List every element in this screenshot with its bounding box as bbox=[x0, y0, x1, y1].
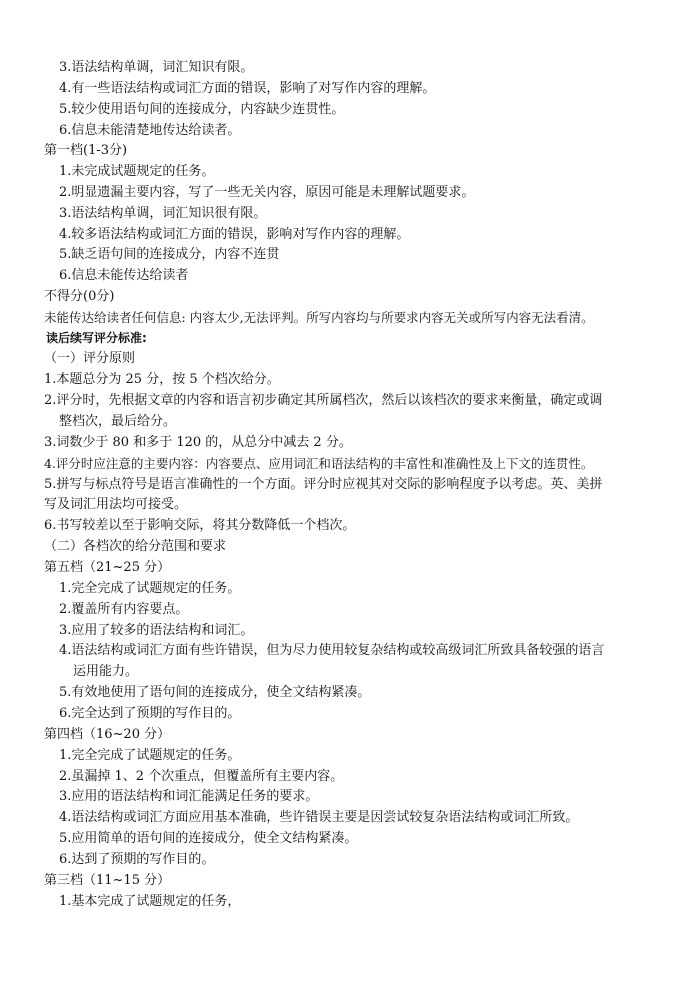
text-line: 运用能力。 bbox=[73, 664, 139, 679]
text-line: 3.词数少于 80 和多于 120 的，从总分中减去 2 分。 bbox=[44, 435, 352, 450]
text-line: 5.有效地使用了语句间的连接成分，使全文结构紧凑。 bbox=[59, 685, 371, 700]
section-heading: 第五档（21~25 分） bbox=[44, 560, 171, 575]
text-line: 3.语法结构单调，词汇知识有限。 bbox=[59, 60, 254, 75]
text-line: 3.应用的语法结构和词汇能满足任务的要求。 bbox=[59, 789, 319, 804]
text-line: 1.完全完成了试题规定的任务。 bbox=[59, 581, 241, 596]
text-line: 整档次，最后给分。 bbox=[59, 414, 177, 429]
text-line: 5.较少使用语句间的连接成分，内容缺少连贯性。 bbox=[59, 102, 345, 117]
text-line: 2.评分时，先根据文章的内容和语言初步确定其所属档次，然后以该档次的要求来衡量，确定或调 bbox=[44, 393, 603, 408]
subsection-heading: （一）评分原则 bbox=[44, 351, 136, 366]
text-line: 6.达到了预期的写作目的。 bbox=[59, 852, 215, 867]
text-line: 6.信息未能清楚地传达给读者。 bbox=[59, 123, 241, 138]
text-line: 4.语法结构或词汇方面有些许错误，但为尽力使用较复杂结构或较高级词汇所致具备较强的语言 bbox=[59, 643, 605, 658]
text-line: 写及词汇用法均可接受。 bbox=[44, 497, 188, 512]
text-line: 2.虽漏掉 1、2 个次重点，但覆盖所有主要内容。 bbox=[59, 769, 344, 784]
section-heading: 第三档（11~15 分） bbox=[44, 873, 171, 888]
text-line: 5.缺乏语句间的连接成分，内容不连贯 bbox=[59, 247, 280, 262]
text-line: 5.拼写与标点符号是语言准确性的一个方面。评分时应视其对交际的影响程度予以考虑。英、美拼 bbox=[44, 477, 603, 492]
section-title: 读后续写评分标准: bbox=[46, 331, 147, 345]
text-line: 1.未完成试题规定的任务。 bbox=[59, 164, 215, 179]
text-line: 1.本题总分为 25 分，按 5 个档次给分。 bbox=[44, 372, 280, 387]
text-line: 3.语法结构单调，词汇知识很有限。 bbox=[59, 206, 267, 221]
text-line: 6.完全达到了预期的写作目的。 bbox=[59, 706, 241, 721]
section-heading: 不得分(0分) bbox=[44, 289, 115, 304]
subsection-heading: （二）各档次的给分范围和要求 bbox=[44, 539, 227, 554]
text-line: 4.有一些语法结构或词汇方面的错误，影响了对写作内容的理解。 bbox=[59, 81, 436, 96]
text-line: 6.信息未能传达给读者 bbox=[59, 268, 189, 283]
text-line: 5.应用简单的语句间的连接成分，使全文结构紧凑。 bbox=[59, 831, 358, 846]
text-line: 未能传达给读者任何信息: 内容太少,无法评判。所写内容均与所要求内容无关或所写内容无法看清。 bbox=[44, 310, 594, 325]
section-heading: 第一档(1-3分) bbox=[44, 143, 128, 158]
text-line: 4.评分时应注意的主要内容：内容要点、应用词汇和语法结构的丰富性和准确性及上下文的连贯性。 bbox=[44, 456, 594, 471]
text-line: 2.覆盖所有内容要点。 bbox=[59, 602, 189, 617]
text-line: 4.较多语法结构或词汇方面的错误，影响对写作内容的理解。 bbox=[59, 227, 410, 242]
section-heading: 第四档（16~20 分） bbox=[44, 727, 171, 742]
text-line: 4.语法结构或词汇方面应用基本准确，些许错误主要是因尝试较复杂语法结构或词汇所致。 bbox=[59, 810, 579, 825]
text-line: 2.明显遗漏主要内容，写了一些无关内容，原因可能是未理解试题要求。 bbox=[59, 185, 475, 200]
text-line: 3.应用了较多的语法结构和词汇。 bbox=[59, 623, 254, 638]
text-line: 1.完全完成了试题规定的任务。 bbox=[59, 748, 241, 763]
text-line: 1.基本完成了试题规定的任务， bbox=[59, 894, 241, 909]
text-line: 6.书写较差以至于影响交际，将其分数降低一个档次。 bbox=[44, 518, 356, 533]
